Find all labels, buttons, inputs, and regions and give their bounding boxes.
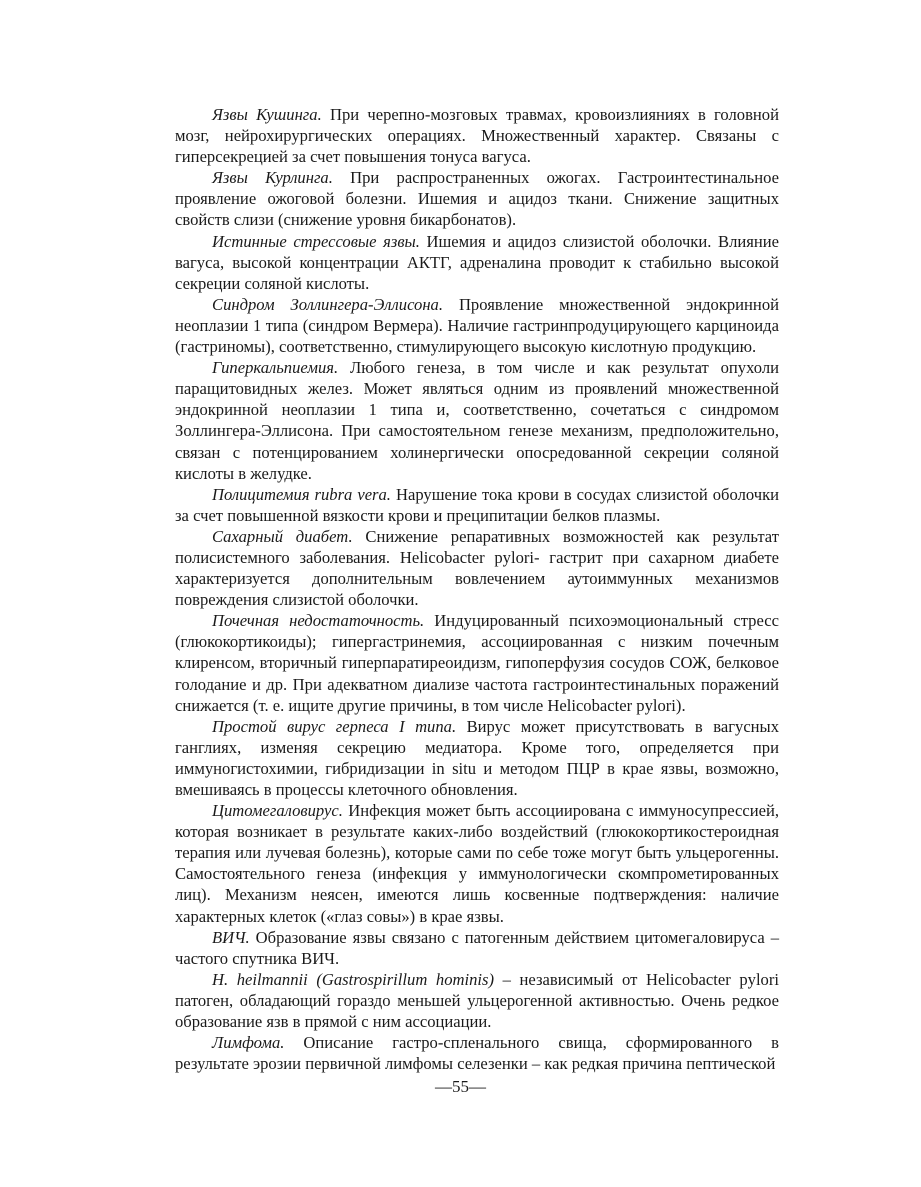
paragraph-term: Лимфома. [212, 1033, 285, 1053]
paragraph-term: Гиперкальпиемия. [212, 358, 339, 378]
paragraph-body: Образование язвы связано с патогенным действием цитомегаловируса – частого спутника ВИЧ. [175, 927, 779, 968]
paragraph-cushing-ulcers [175, 104, 779, 167]
paragraph-h-heilmannii [175, 969, 779, 1032]
paragraph-term: Простой вирус герпеса I типа. [212, 716, 457, 736]
paragraph-term: ВИЧ. [212, 927, 250, 947]
paragraph-polycythemia [175, 484, 779, 526]
paragraph-herpes-simplex [175, 716, 779, 800]
paragraph-body: Индуцированный психоэмоциональный стресс (глюкокортикоиды); гипергастринемия, ассоциированная с низким почечным клиренсом, вторичный гиперпаратиреоидизм, гипоперфузия сосудов СОЖ, белковое голодание и др. При адекватном диализе частота гастроинтестинальных поражений снижается (т. е. ищите другие причины, в том числе Helicobacter pylori). [175, 611, 779, 715]
paragraph-zollinger-ellison [175, 294, 779, 357]
paragraph-body: Любого генеза, в том числе и как результат опухоли паращитовидных желез. Может являться одним из проявлений множественной эндокринной неоплазии 1 типа и, соответственно, сочетаться с синдромом Золлингера-Эллисона. При самостоятельном генезе механизм, предположительно, связан с потенцированием холинергически опосредованной секреции соляной кислоты в желудке. [175, 358, 779, 483]
paragraph-lymphoma [175, 1032, 779, 1074]
paragraph-term: Язвы Курлинга. [212, 168, 333, 188]
paragraph-body: Нарушение тока крови в сосудах слизистой оболочки за счет повышенной вязкости крови и преципитации белков плазмы. [175, 484, 780, 525]
paragraph-body: При черепно-мозговых травмах, кровоизлияниях в головной мозг, нейрохирургических операциях. Множественный характер. Связаны с гиперсекрецией за счет повышения тонуса вагуса. [175, 105, 779, 167]
paragraph-term: Язвы Кушинга. [212, 105, 322, 124]
paragraph-term: Почечная недостаточность. [212, 611, 425, 631]
paragraph-body: Снижение репаративных возможностей как результат полисистемного заболевания. Helicobacter pylori- гастрит при сахарном диабете характеризуется дополнительным вовлечением аутоиммунных механизмов повреждения слизистой оболочки. [175, 526, 779, 610]
paragraph-body: При распространенных ожогах. Гастроинтестинальное проявление ожоговой болезни. Ишемия и ацидоз ткани. Снижение защитных свойств слизи (снижение уровня бикарбонатов). [175, 168, 779, 230]
paragraph-stress-ulcers [175, 231, 779, 294]
paragraph-body: Описание гастро-спленального свища, сформированного в результате эрозии первичной лимфомы селезенки – как редкая причина пептической [175, 1033, 779, 1074]
paragraph-body: Проявление множественной эндокринной неоплазии 1 типа (синдром Вермера). Наличие гастринпродуцирующего карциноида (гастриномы), соответственно, стимулирующего высокую кислотную продукцию. [175, 294, 779, 357]
paragraph-curling-ulcers [175, 167, 779, 230]
paragraph-term: Цитомегаловирус. [212, 801, 343, 821]
paragraph-body: Инфекция может быть ассоциирована с иммуносупрессией, которая возникает в результате каких-либо воздействий (глюкокортикостероидная терапия или лучевая болезнь), которые сами по себе тоже могут быть ульцерогенны. Самостоятельного генеза (инфекция у иммунологически скомпрометированных лиц). Механизм неясен, имеются лишь косвенные подтверждения: наличие характерных клеток («глаз совы») в крае язвы. [175, 801, 779, 926]
main-text [175, 104, 779, 1074]
paragraph-hiv [175, 927, 779, 969]
paragraph-diabetes [175, 526, 779, 610]
paragraph-body: Вирус может присутствовать в вагусных ганглиях, изменяя секрецию медиатора. Кроме того, определяется при иммуногистохимии, гибридизации in situ и методом ПЦР в крае язвы, возможно, вмешиваясь в процессы клеточного обновления. [175, 716, 780, 799]
paragraph-body: – независимый от Helicobacter pylori патоген, обладающий гораздо меньшей ульцерогенной активностью. Очень редкое образование язв в прямой с ним ассоциации. [175, 969, 779, 1032]
paragraph-term: Полицитемия rubra vera. [212, 484, 391, 504]
paragraph-cytomegalovirus [175, 800, 779, 927]
paragraph-renal-failure [175, 610, 779, 715]
paragraph-body: Ишемия и ацидоз слизистой оболочки. Влияние вагуса, высокой концентрации АКТГ, адреналина проводит к стабильно высокой секреции соляной кислоты. [175, 231, 779, 293]
paragraph-term: Истинные стрессовые язвы. [212, 231, 420, 251]
paragraph-term: Сахарный диабет. [212, 526, 353, 546]
page-number: —55— [435, 1077, 486, 1096]
paragraph-term: Синдром Золлингера-Эллисона. [212, 294, 443, 314]
paragraph-hypercalcemia [175, 357, 779, 484]
paragraph-term: H. heilmannii (Gastrospirillum hominis) [212, 969, 494, 989]
